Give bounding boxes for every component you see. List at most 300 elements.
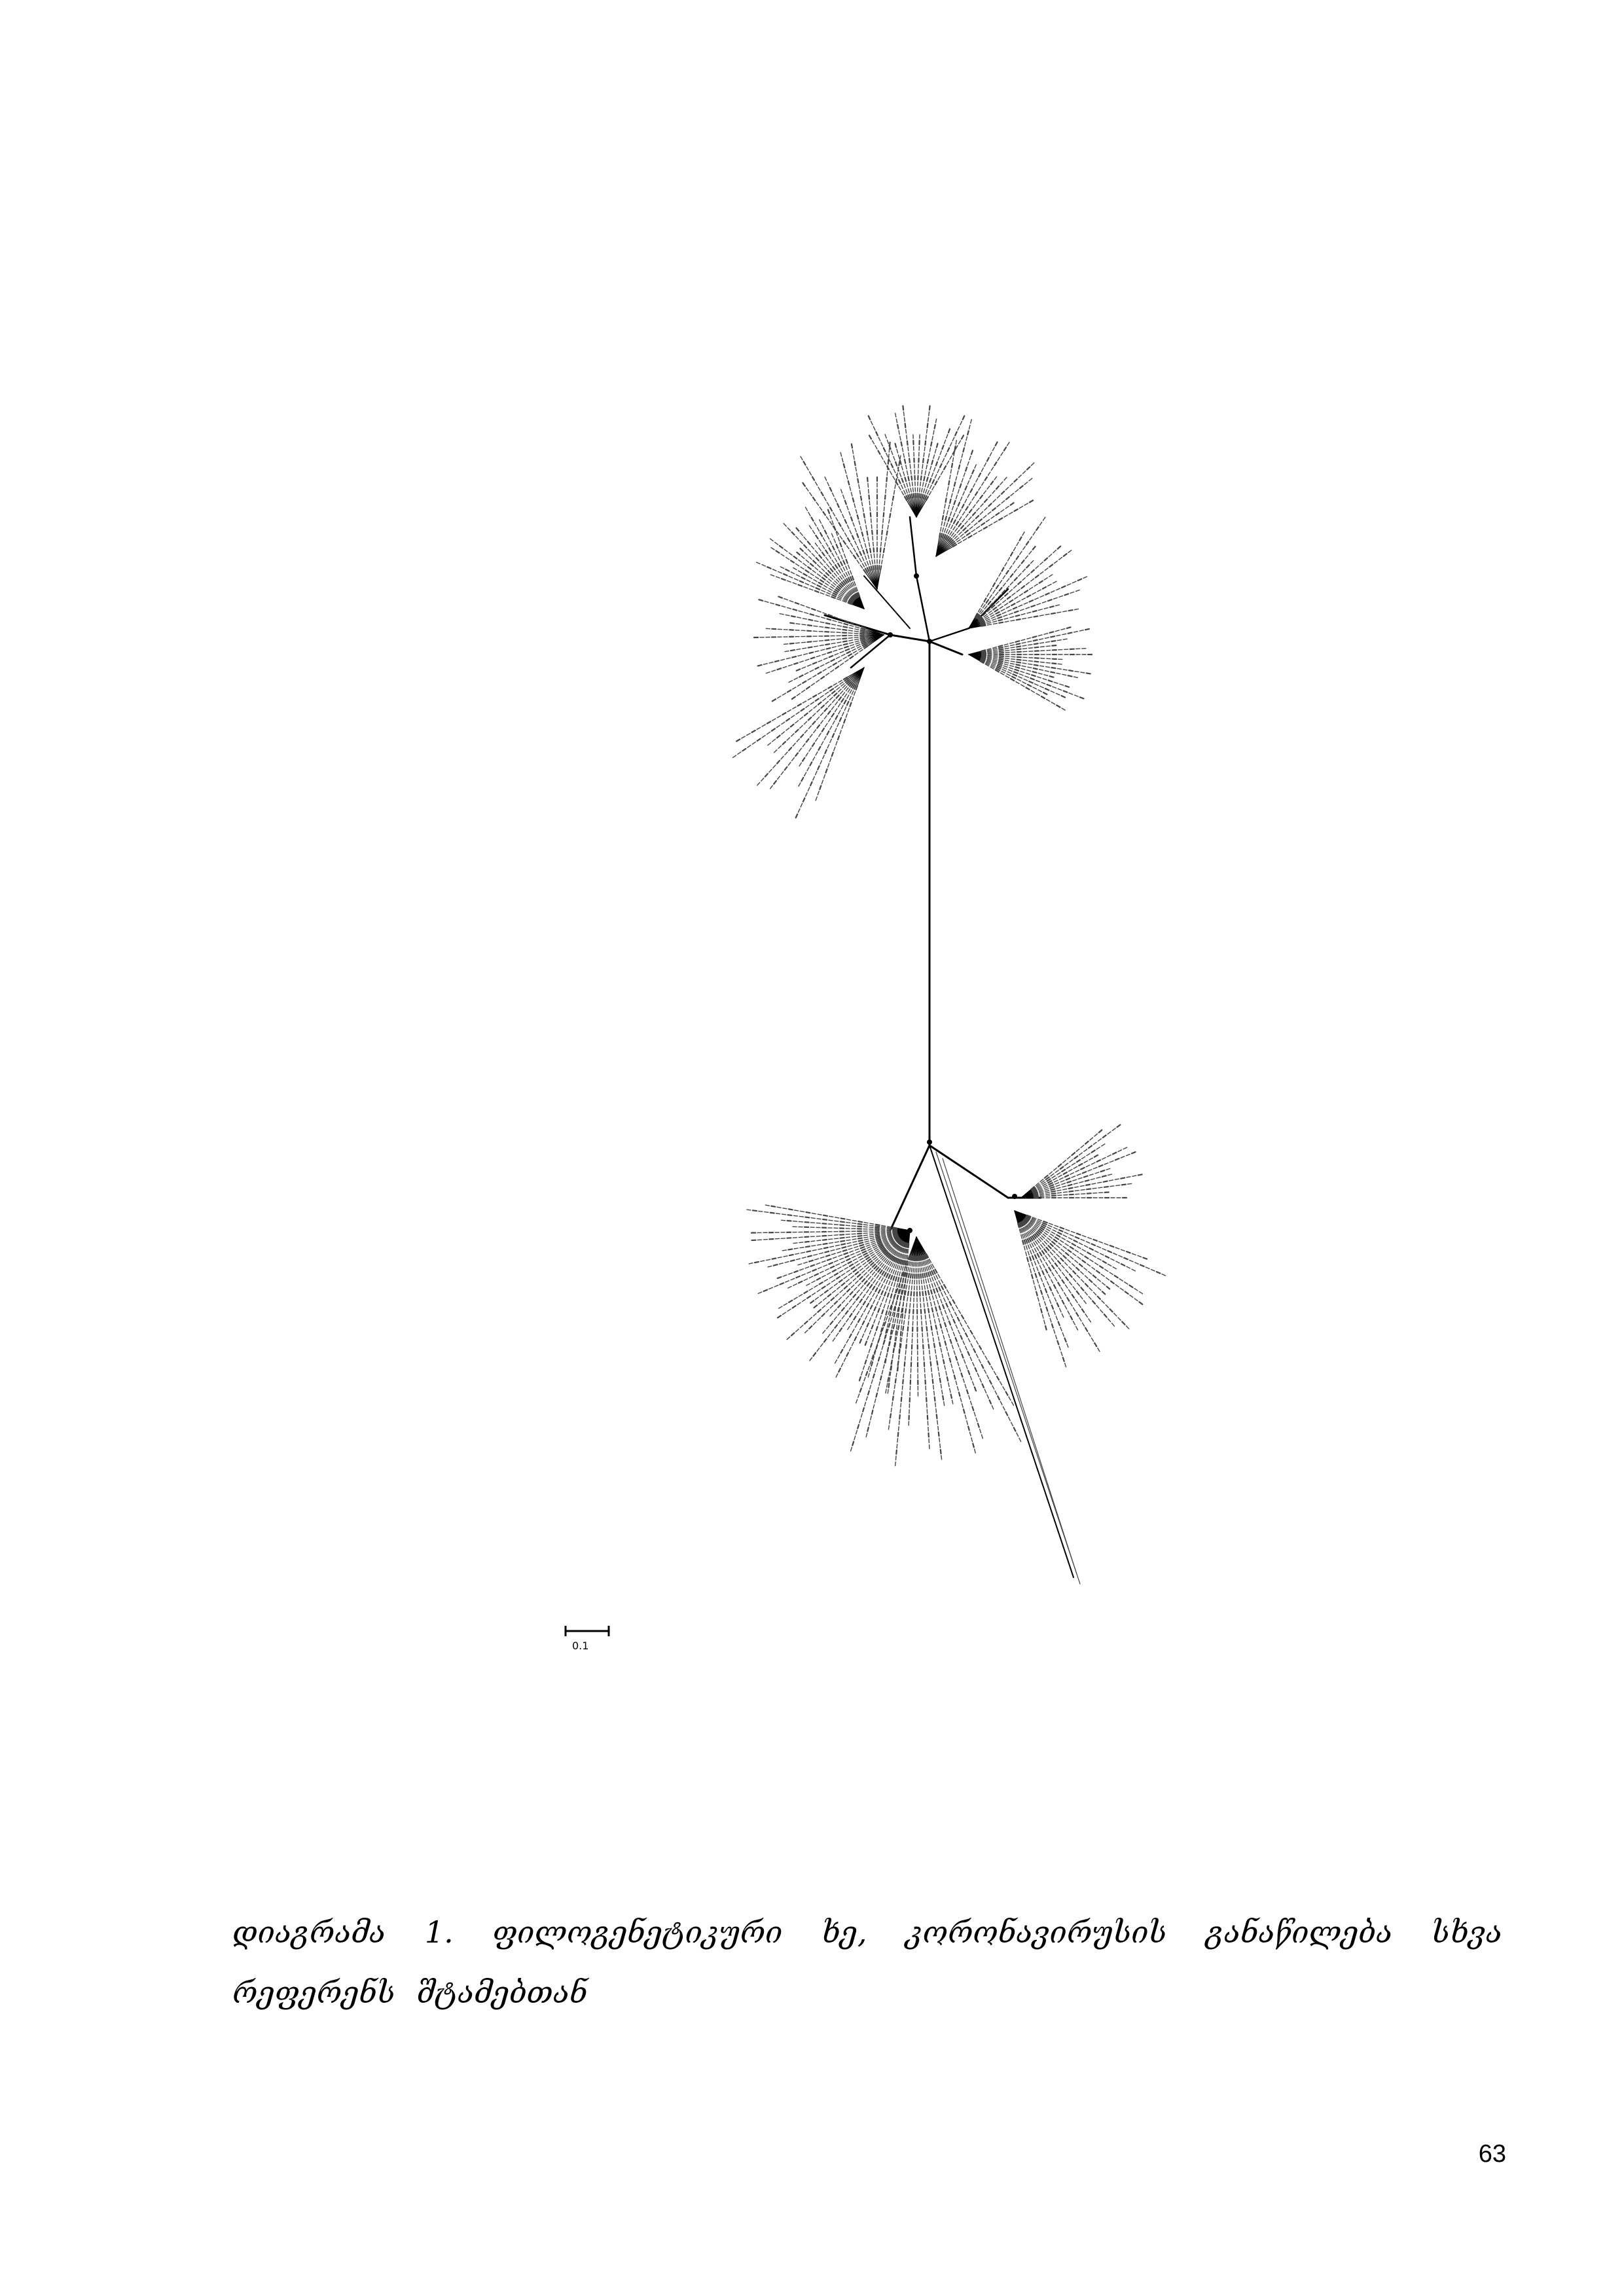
clade-lower-leaf-label [783,1312,786,1314]
clade-top-leaf-label [896,419,897,423]
clade-right-leaf-label [1080,697,1084,698]
clade-lower-left-leaf-label [834,693,837,696]
clade-top-right-leaf-label [1020,486,1023,488]
clade-right-leaf-label [1056,635,1060,636]
clade-top-leaf-label [905,477,906,481]
clade-lower-leaf-label [822,1306,825,1308]
clade-right-upper-leaf-label [1045,558,1047,561]
clade-lower-leaf-label [869,1261,873,1263]
clade-lower-bottom-leaf-label [947,1347,948,1351]
clade-lower-left-leaf-label [823,775,825,779]
clade-upper-left-leaf-label [837,545,838,548]
clade-lower-right-leaf-label [1056,1235,1060,1237]
clade-lower-bottom-leaf-label [944,1298,945,1301]
clade-left-leaf-label [784,599,788,600]
clade-right-leaf-label [1038,673,1042,674]
clade-right-leaf-label [1021,668,1025,670]
clade-right-upper-leaf-label [1078,579,1081,581]
clade-lower-leaf-label [878,1321,880,1325]
clade-lower-left-leaf-label [830,689,833,691]
clade-top-leaf-label [905,423,906,427]
clade-lower-leaf-label [860,1326,862,1329]
clade-top-leaf-label [895,462,897,466]
clade-top-leaf-label [895,444,896,448]
clade-lower-leaf-label [860,1339,861,1342]
clade-top-right-leaf-label [988,512,991,514]
clade-upper-left-leaf-label [801,556,804,559]
clade-right-leaf-label [998,645,1002,647]
clade-lower-bottom-leaf-label [976,1354,978,1357]
clade-lower-leaf-label [845,1256,849,1257]
clade-lower-left-leaf-label [841,706,843,709]
clade-lower-leaf-label [863,1235,867,1236]
clade-lower-right-leaf-label [1065,1363,1066,1367]
clade-upper-left-top-leaf-label [823,512,825,515]
clade-right-leaf-label [999,647,1003,648]
clade-lower-right-leaf-label [1157,1272,1161,1273]
clade-lower-right-top-leaf-label [1069,1191,1073,1192]
clade-lower-leaf-label [866,1297,868,1300]
clade-right-leaf-label [1011,650,1015,651]
clade-top-right-leaf-label [988,495,991,497]
clade-top-leaf-label [924,489,925,493]
clade-top-right-leaf-label [1007,442,1009,446]
clade-lower-left-leaf-label [837,695,839,698]
clade-lower-right-leaf-label [1063,1357,1064,1361]
clade-right-leaf-label [1017,646,1020,647]
clade-lower-bottom-leaf-label [962,1404,964,1408]
clade-top-leaf-label [910,465,911,469]
clade-right-upper-leaf-label [1053,550,1056,553]
clade-right-leaf-label [994,650,998,651]
clade-lower-leaf-label [765,1212,768,1213]
clade-upper-left-top-leaf-label [850,530,852,533]
clade-lower-leaf-label [871,1305,873,1308]
clade-right-upper-leaf-label [1030,600,1033,601]
clade-upper-left-top-leaf-label [861,545,862,548]
clade-lower-right-leaf-label [1049,1300,1051,1304]
clade-upper-left-leaf-label [814,522,816,526]
clade-top-right-leaf-label [1015,490,1019,492]
clade-lower-bottom-leaf-label [945,1341,947,1345]
clade-lower-bottom-leaf-label [888,1311,890,1315]
clade-lower-left-leaf-label [806,753,808,756]
clade-lower-right-top-leaf-label [1092,1183,1096,1184]
clade-lower-bottom-leaf-label [936,1355,937,1359]
clade-left-leaf-label [849,640,853,641]
clade-upper-left-leaf-label [818,565,820,567]
clade-upper-left-top-leaf-label [863,550,864,554]
clade-lower-left-leaf-label [840,717,841,721]
clade-top-leaf-label [887,440,888,444]
clade-top-leaf-label [928,472,929,476]
clade-lower-right-leaf-label [1120,1288,1123,1291]
clade-top-leaf-label [935,475,937,478]
clade-lower-bottom-leaf-label [929,1266,931,1269]
clade-right-upper-leaf-label [1003,575,1005,579]
clade-lower-bottom-leaf-label [924,1261,926,1265]
clade-left-leaf-label [799,675,803,677]
clade-lower-right-leaf-label [1094,1343,1096,1346]
clade-lower-left-leaf-label [785,767,787,770]
clade-upper-left-leaf-label [813,561,816,564]
clade-lower-bottom-leaf-label [929,1284,931,1288]
clade-left-leaf-label [805,659,809,660]
clade-lower-bottom-leaf-label [951,1327,952,1331]
clade-upper-left-leaf-label [775,542,778,545]
clade-lower-right-leaf-label [1092,1338,1094,1341]
clade-right-leaf-label [988,652,992,653]
clade-lower-bottom-leaf-label [938,1367,939,1371]
clade-lower-bottom-leaf-label [898,1361,899,1365]
clade-lower-bottom-leaf-label [941,1456,942,1460]
clade-upper-left-leaf-label [829,555,831,558]
clade-lower-leaf-label [842,1316,844,1319]
clade-right-leaf-label [999,649,1003,650]
clade-lower-leaf-label [867,1289,869,1293]
clade-lower-leaf-label [861,1371,863,1375]
clade-lower-leaf-label [852,1239,856,1240]
clade-lower-leaf-label [789,1209,793,1210]
clade-upper-left-leaf-label [838,578,840,581]
clade-lower-right-top-leaf-label [1050,1185,1054,1186]
clade-lower-bottom-leaf-label [914,1257,915,1261]
clade-left-leaf-label [794,663,798,664]
clade-upper-left-leaf-label [836,579,839,582]
clade-left-leaf-label [813,641,817,642]
clade-upper-left-leaf-label [798,584,802,586]
clade-top-right-leaf-label [962,505,964,508]
clade-lower-right-leaf-label [1124,1258,1128,1259]
clade-upper-left-leaf-label [810,564,814,566]
clade-lower-right-leaf-label [1061,1352,1062,1356]
clade-right-leaf-label [1028,641,1032,642]
clade-right-upper-leaf-label [1018,565,1020,568]
clade-lower-leaf-label [840,1290,842,1293]
clade-lower-right-leaf-label [1045,1269,1047,1272]
clade-lower-leaf-label [887,1261,889,1264]
clade-top-leaf-label [925,483,926,487]
clade-right-leaf-label [1046,641,1050,642]
clade-lower-left-leaf-label [757,783,760,785]
clade-lower-left-leaf-label [787,738,789,740]
clade-left-leaf-label [772,670,776,672]
clade-lower-bottom-leaf-label [892,1331,893,1335]
clade-upper-left-leaf-label [820,580,823,582]
clade-lower-left-leaf-label [835,728,836,732]
clade-top-leaf-label [945,453,947,456]
clade-right-upper-leaf-label [1025,556,1028,559]
clade-lower-leaf-label [876,1314,877,1318]
clade-lower-right-leaf-label [1049,1236,1052,1238]
clade-lower-right-leaf-label [1115,1285,1119,1287]
clade-upper-left-top-leaf-label [857,553,859,556]
clade-lower-leaf-label [835,1301,837,1304]
clade-lower-leaf-label [846,1303,848,1306]
clade-lower-bottom-leaf-label [932,1332,933,1336]
clade-top-right-leaf-label [970,489,972,492]
clade-left-leaf-label [797,617,801,618]
clade-top-leaf-label [899,486,901,490]
clade-lower-bottom-leaf-label [898,1325,899,1329]
clade-upper-left-top-leaf-label [881,542,882,546]
clade-lower-leaf-label [822,1286,825,1288]
clade-lower-right-leaf-label [1121,1264,1125,1266]
clade-lower-leaf-label [863,1251,866,1253]
clade-left-leaf-label [803,648,806,649]
clade-lower-bottom-leaf-label [934,1283,935,1287]
clade-lower-bottom-leaf-label [926,1297,927,1301]
clade-left-leaf-label [765,601,768,603]
clade-lower-leaf-label [749,1263,753,1264]
clade-right-leaf-label [1057,668,1061,669]
clade-lower-bottom-leaf-label [930,1278,931,1282]
clade-right-leaf-label [1051,691,1054,692]
clade-lower-right-top-leaf-label [1098,1139,1102,1141]
clade-lower-bottom-leaf-label [975,1449,976,1453]
clade-right-leaf-label [1043,692,1047,694]
clade-lower-right-top-leaf-label [1079,1181,1083,1183]
clade-lower-leaf-label [839,1255,842,1256]
clade-upper-left-top-leaf-label [801,456,803,459]
clade-lower-leaf-label [849,1306,852,1310]
clade-lower-bottom-leaf-label [930,1356,931,1360]
clade-right-upper-leaf-label [1024,590,1028,592]
clade-lower-right-leaf-label [1061,1249,1064,1251]
clade-top-right-leaf-label [958,503,960,506]
clade-upper-left-top-leaf-label [837,503,839,507]
clade-lower-bottom-leaf-label [876,1363,878,1367]
clade-left-leaf-label [827,648,831,649]
clade-top-right-leaf-label [994,476,997,480]
clade-lower-left-leaf-label [828,687,831,689]
clade-lower-leaf-label [850,1299,852,1302]
clade-lower-left-leaf-label [844,719,845,723]
clade-lower-leaf-label [793,1243,797,1244]
clade-lower-bottom-leaf-label [956,1338,957,1342]
clade-top-leaf-label [929,492,931,495]
clade-right-leaf-label [1043,679,1047,680]
clade-top-right-leaf-label [991,516,994,518]
clade-lower-bottom-leaf-label [959,1392,960,1396]
clade-upper-left-top-leaf-label [842,458,843,462]
clade-lower-leaf-label [836,1264,839,1266]
clade-top-leaf-label [890,471,892,475]
clade-lower-right-leaf-label [1043,1257,1045,1261]
clade-lower-leaf-label [882,1234,886,1235]
clade-upper-left-leaf-label [829,548,831,551]
clade-upper-left-top-leaf-label [862,532,863,536]
clade-lower-right-leaf-label [1055,1237,1058,1239]
clade-lower-leaf-label [858,1266,861,1268]
clade-lower-leaf-label [827,1335,830,1338]
clade-lower-right-leaf-label [1103,1261,1106,1263]
clade-lower-left-leaf-label [742,736,745,738]
clade-lower-bottom-leaf-label [960,1367,961,1371]
clade-lower-right-leaf-label [1061,1287,1063,1291]
clade-left-leaf-label [854,651,857,653]
clade-lower-leaf-label [817,1278,820,1280]
clade-left-leaf-label [802,624,806,625]
clade-left-leaf-label [770,603,774,604]
clade-right-upper-leaf-label [1051,591,1055,592]
clade-top-right-leaf-label [964,539,967,541]
clade-lower-right-leaf-label [1119,1255,1123,1257]
clade-lower-right-leaf-label [1039,1246,1041,1249]
clade-lower-bottom-leaf-label [904,1368,905,1372]
clade-top-right-leaf-label [981,468,983,471]
clade-left-leaf-label [842,638,846,639]
clade-upper-left-leaf-label [828,571,831,573]
clade-right-leaf-label [1030,678,1034,679]
clade-lower-left-leaf-label [816,771,817,774]
clade-right-upper-leaf-label [988,601,991,605]
clade-lower-leaf-label [859,1240,863,1241]
clade-upper-left-leaf-label [809,589,813,590]
clade-upper-left-leaf-label [770,575,774,576]
clade-upper-left-leaf-label [815,550,818,554]
clade-lower-right-leaf-label [1106,1278,1110,1280]
clade-lower-bottom-leaf-label [885,1359,886,1363]
clade-top-leaf-label [900,461,901,465]
clade-upper-left-leaf-label [823,538,825,541]
clade-upper-left-leaf-label [820,571,823,574]
clade-lower-bottom-leaf-label [963,1341,964,1344]
clade-lower-bottom-leaf-label [943,1305,944,1309]
clade-lower-bottom-leaf-label [932,1308,933,1312]
clade-right-upper-leaf-label [984,606,987,609]
clade-lower-left-leaf-label [808,726,811,728]
clade-lower-left-leaf-label [848,689,850,692]
clade-right-upper-leaf-label [1013,607,1017,609]
clade-lower-bottom-leaf-label [944,1291,946,1295]
clade-lower-right-leaf-label [1060,1327,1062,1331]
clade-upper-left-leaf-label [792,532,795,535]
clade-top-right-leaf-label [1001,452,1003,456]
clade-lower-bottom-leaf-label [947,1377,948,1381]
clade-right-upper-leaf-label [993,621,997,622]
clade-left-leaf-label [831,639,835,640]
clade-lower-left-leaf-label [850,696,851,700]
clade-lower-left-leaf-label [840,730,841,734]
clade-right-upper-leaf-label [1039,522,1041,526]
clade-right-upper-leaf-label [1017,542,1019,545]
clade-top-leaf-label [925,441,926,445]
clade-lower-bottom-leaf-label [939,1342,940,1346]
clade-lower-leaf-label [850,1335,852,1338]
clade-right-upper-leaf-label [990,595,992,598]
clade-lower-leaf-label [881,1233,885,1234]
clade-lower-bottom-leaf-label [983,1351,984,1354]
clade-lower-right-leaf-label [1080,1296,1083,1299]
clade-lower-right-leaf-label [1066,1229,1070,1230]
clade-top-right-leaf-label [953,457,954,461]
clade-top-right-leaf-label [965,507,967,510]
clade-lower-right-leaf-label [1045,1302,1046,1306]
clade-left-leaf-label [804,673,808,675]
clade-lower-leaf-label [856,1264,859,1266]
clade-lower-right-leaf-label [1057,1341,1058,1345]
clade-lower-leaf-label [854,1270,857,1272]
clade-upper-left-top-leaf-label [886,478,887,482]
clade-lower-bottom-leaf-label [1019,1438,1021,1441]
clade-lower-leaf-label [844,1344,846,1348]
clade-upper-left-top-leaf-label [842,514,844,518]
clade-lower-bottom-leaf-label [907,1280,908,1283]
clade-lower-left-leaf-label [804,713,808,716]
clade-top-right-leaf-label [965,521,967,524]
clade-lower-leaf-label [814,1274,818,1276]
clade-lower-right-leaf-label [1077,1234,1081,1235]
clade-lower-leaf-label [833,1257,837,1258]
clade-lower-leaf-label [841,1261,844,1263]
clade-top-right-leaf-label [1019,507,1022,509]
clade-upper-left-leaf-label [840,576,842,579]
clade-lower-right-top-leaf-label [1112,1128,1115,1131]
clade-lower-bottom-leaf-label [994,1371,996,1374]
clade-lower-leaf-label [866,1245,870,1246]
clade-lower-right-top-leaf-label [1132,1175,1136,1176]
clade-upper-left-leaf-label [801,577,804,579]
clade-lower-leaf-label [831,1298,834,1300]
clade-lower-leaf-label [870,1299,872,1302]
clade-right-leaf-label [1064,691,1068,692]
clade-lower-leaf-label [894,1313,895,1317]
clade-lower-leaf-label [809,1326,812,1329]
clade-right-leaf-label [1017,679,1020,681]
clade-lower-leaf-label [842,1308,844,1311]
clade-upper-left-leaf-label [804,537,806,540]
clade-upper-left-leaf-label [820,520,821,523]
clade-left-leaf-label [811,683,814,685]
clade-lower-bottom-leaf-label [967,1352,969,1355]
clade-lower-bottom-leaf-label [931,1326,932,1330]
clade-lower-leaf-label [835,1238,839,1239]
clade-lower-bottom-leaf-label [936,1288,937,1292]
clade-lower-right-leaf-label [1056,1246,1060,1248]
clade-lower-bottom-leaf-label [944,1402,945,1406]
clade-lower-bottom-leaf-label [899,1320,900,1324]
clade-lower-left-leaf-label [800,726,803,728]
clade-lower-leaf-label [830,1246,834,1247]
clade-lower-leaf-label [835,1261,839,1262]
clade-lower-bottom-leaf-label [973,1349,975,1352]
clade-lower-right-leaf-label [1066,1253,1069,1255]
clade-lower-bottom-leaf-label [965,1415,966,1419]
clade-lower-leaf-label [850,1265,853,1266]
clade-lower-right-leaf-label [1044,1320,1045,1324]
clade-lower-right-leaf-label [1085,1314,1087,1318]
clade-left-leaf-label [797,649,801,650]
clade-upper-left-leaf-label [822,545,824,548]
clade-left-leaf-label [813,662,817,664]
clade-lower-leaf-label [880,1263,882,1266]
clade-lower-bottom-leaf-label [973,1443,974,1447]
clade-lower-right-top-leaf-label [1128,1183,1132,1184]
clade-lower-right-leaf-label [1051,1234,1054,1236]
clade-left-leaf-label [812,609,816,610]
clade-lower-bottom-leaf-label [973,1336,975,1339]
clade-lower-right-leaf-label [1068,1311,1070,1314]
clade-right-leaf-label [1024,679,1027,680]
clade-upper-left-top-leaf-label [806,467,808,470]
clade-right-upper-leaf-label [998,617,1001,619]
tree-branch [929,641,962,655]
clade-right-upper-leaf-label [1011,620,1015,621]
clade-lower-right-top-leaf-label [1095,1172,1099,1174]
clade-lower-leaf-label [846,1219,850,1220]
clade-lower-bottom-leaf-label [875,1369,876,1372]
